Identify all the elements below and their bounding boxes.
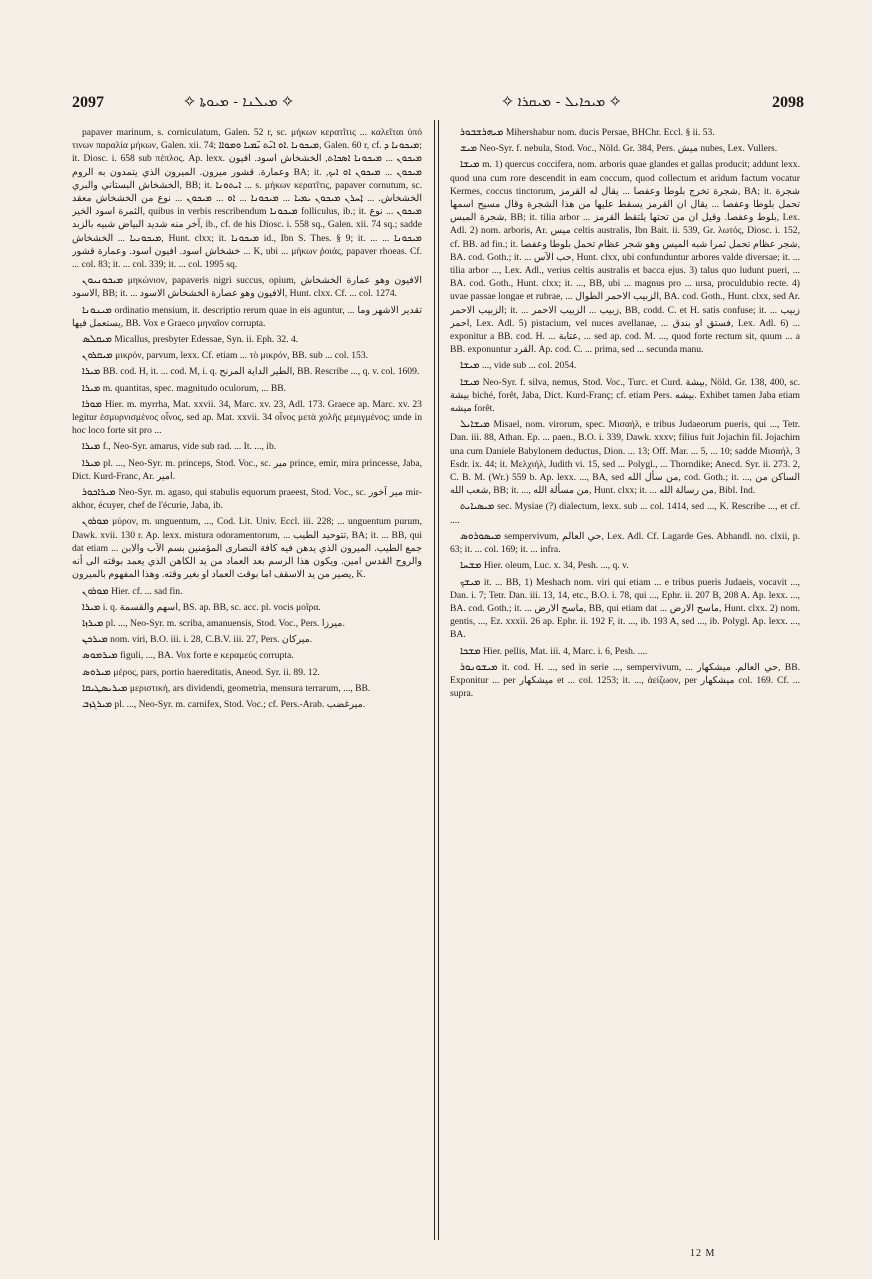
entry-lemma: ܡܫܚܐ	[460, 560, 482, 572]
entry-text: it. cod. H. ..., sed in serie ..., sempervivum, ... حي العالم. ميشكهار, BB. Exponitur ... per ميشكهار et ... col. 1253; it. ..., ἀείζωον, per ميشكهار col. 169. Cf. ... supra.	[450, 661, 800, 700]
running-head	[72, 94, 804, 118]
headword-range-left: ✧ ܡܝܠܢܐ - ܡܝܘܬܐ ✧	[184, 94, 294, 110]
dictionary-entry	[72, 365, 422, 378]
dictionary-entry	[72, 649, 422, 662]
entry-text: Hier. pellis, Mat. iii. 4, Marc. i. 6, Pesh. ....	[483, 645, 648, 657]
dictionary-entry	[450, 418, 800, 497]
dictionary-entry	[450, 530, 800, 556]
dictionary-entry	[450, 359, 800, 372]
entry-lemma: ܡܝܩܠܣ	[82, 334, 112, 346]
entry-text: Neo-Syr. f. silva, nemus, Stod. Voc., Turc. et Curd. بيشة, Nöld. Gr. 138, 400, sc. بيشة biché, forêt, Jaba, Dict. Kurd-Franç; cf. etiam Pers. بيشه. Exhibet tamen Jaba etiam ميشه forêt.	[450, 376, 800, 415]
dictionary-entry	[450, 126, 800, 139]
entry-text: μηκώνιον, papaveris nigri succus, opium, الافيون وهو عمارة الخشخاش الاسود, BB; it. ... الافيون وهو عصارة الخشخاش الاسود, Hunt. clxx. Cf. ... col. 1274.	[72, 275, 422, 300]
entry-lemma: ܡܝܪܝܣܛܝܩܐ	[82, 682, 128, 694]
entry-lemma: ܡܝܫܐ	[460, 376, 480, 388]
entry-text: pl. ..., Neo-Syr. m. princeps, Stod. Voc., sc. مير prince, emir, mira princesse, Jaba, Dict. Kurd-Franc, Ar. امير.	[72, 457, 422, 482]
entry-text: pl. ..., Neo-Syr. m. carnifex, Stod. Voc.; cf. Pers.-Arab. ميرغضب.	[114, 698, 366, 710]
dictionary-entry	[72, 274, 422, 300]
entry-lemma: ܡܝܪܡܘܣ	[82, 650, 118, 662]
dictionary-entry	[450, 559, 800, 572]
entry-lemma: ܡܝܢܘܢܐ	[82, 304, 112, 316]
entry-lemma: ܡܝܫܐ	[460, 360, 480, 372]
entry-lemma: ܡܝܣܘܪܘܣ	[460, 530, 502, 542]
entry-text: Neo-Syr. f. nebula, Stod. Voc., Nöld. Gr. 384, Pers. ميش nubes, Lex. Vullers.	[479, 143, 778, 155]
entry-text: i. q. اسهم والقسمة, BS. ap. BB, sc. acc. pl. vocis μοῖρα.	[102, 601, 321, 613]
entry-text: Hier. m. myrrha, Mat. xxvii. 34, Marc. xv. 23, Adl. 173. Graece ap. Marc. xv. 23 legitur ἐσμυρνισμένος οἶνος, sed ap. Mat. xxvii. 34 οἶνος μετὰ χολῆς μεμιγμένος; unde in hoc loco forte sit pro ...	[72, 398, 422, 437]
dictionary-entry	[450, 500, 800, 526]
entry-lemma: ܡܝܫܟ	[460, 576, 481, 588]
entry-text: Hier. cf. ... sad fin.	[111, 585, 183, 597]
headword-range-right: ✧ ܡܝܟܐܝܠ - ܡܝܩܪܐ ✧	[502, 94, 621, 110]
entry-text: f., Neo-Syr. amarus, vide sub rad. ... It. ..., ib.	[102, 441, 277, 453]
entry-lemma: ܡܝܪܟܢ	[82, 634, 108, 646]
entry-text: nom. viri, B.O. iii. i. 28, C.B.V. iii. 27, Pers. ميركان.	[110, 634, 313, 646]
entry-lemma: ܡܝܪܐܟܘܪ	[82, 487, 116, 499]
dictionary-entry	[72, 601, 422, 614]
entry-lemma: ܡܝܪܐ	[82, 601, 101, 613]
entry-lemma: ܡܝܟܘܢܝܘܢ	[82, 275, 124, 287]
dictionary-entry	[450, 142, 800, 155]
entry-text: μύρον, m. unguentum, ..., Cod. Lit. Univ. Eccl. iii. 228; ... unguentum purum, Dawk. xvii. 130 r. Ap. lexx. mistura odoramentorum, ... تتوحيد الطيب, BA; it. ... BB, qui dat etiam ... جمع الطيب. الميرون الذي يدهن فيه كافة النصارى المؤمنين بسم الآب والابن والروح القدس امين. ويكون هذا الرسم بعد العماد من يد الكاهن الذي يعمد بوقته الى أنه يصير من يد الاسقف اما بوقت العماد او بغير وقته. وهذا المفهوم بالميرون, K.	[72, 516, 422, 581]
dictionary-entry	[72, 457, 422, 483]
column-divider	[434, 120, 439, 1240]
entry-lemma: ܡܝܫܘܢܘܪ	[460, 661, 498, 673]
entry-text: Hier. oleum, Luc. x. 34, Pesh. ..., q. v.	[483, 560, 629, 572]
entry-lemma: ܡܝܣܝܐܝܬ	[460, 501, 495, 513]
dictionary-entry	[72, 382, 422, 395]
entry-lemma: ܡܫܟܐ	[460, 645, 481, 657]
page-number-left: 2097	[72, 94, 104, 111]
entry-text: m. quantitas, spec. magnitudo oculorum, ... BB.	[102, 382, 287, 394]
entry-lemma: ܡܝܫܐ	[460, 159, 480, 171]
entry-lemma: ܡܝܪܓܙܒ	[82, 698, 113, 710]
right-column	[450, 126, 800, 1246]
entry-text: BB. cod. H, it. ... cod. M, i. q. الطير الداية المرنح, BB. Rescribe ..., q. v. col. 1609.	[102, 366, 420, 378]
dictionary-entry	[72, 633, 422, 646]
entry-lemma: ܡܝܫ	[460, 143, 478, 155]
entry-text: Micallus, presbyter Edessae, Syn. ii. Eph. 32. 4.	[114, 334, 299, 346]
entry-text: sempervivum, حي العالم, Lex. Adl. Cf. Lagarde Ges. Abhandl. no. clxii, p. 63; it. ... col. 169; it. ... infra.	[450, 530, 800, 556]
entry-lemma: ܡܝܗܪܫܒܘܪ	[460, 127, 504, 138]
entry-lemma: ܡܝܪܐ	[82, 457, 101, 469]
entry-lemma: ܡܘܪܘܢ	[82, 585, 109, 597]
dictionary-entry	[72, 585, 422, 598]
dictionary-entry	[450, 661, 800, 701]
dictionary-entry	[72, 349, 422, 362]
entry-lemma: ܡܘܪܘܢ	[82, 516, 109, 528]
dictionary-entry	[450, 576, 800, 642]
entry-lemma: ܡܝܪܐ	[82, 441, 101, 453]
dictionary-entry	[72, 333, 422, 346]
entry-text: sec. Mysiae (?) dialectum, lexx. sub ... col. 1414, sed ..., K. Rescribe ..., et cf. ....	[450, 501, 800, 526]
entry-text: m. 1) quercus coccifera, nom. arboris quae glandes et gallas producit; addunt lexx. quod una cum rore descendit in eam coccum, quod collectum et aridum factum vocatur Kermes, coccus tinctorum, شجرة تخرج بلوطا وعفصا ... يقال له القرمز, BA; it. شجرة تحمل بلوطا وعفصا ... يقال ان القرمز يسقط عليها من هذا الشجرة وقال مسيح اسمها شجرة الميس, BB; it. tilia arbor ... بلوط وعفصا. وقيل ان من تحتها يلتقط القرمز, Lex. Adl. 2) nom. arboris, Ar. ميس celtis australis, Ibn Bait. ii. 539, Gr. λωτός, Diosc. i. 152, cf. BB. ad fin.; it. شجر عظام تحمل ثمرا شبه الميس وهو شجر عظام تحمل بلوطا وعفصا, BA. cod. Goth.; it. ... حب الآس, Hunt. clxx, ubi confunduntur arbores valde diversae; it. ... tilia arbor ..., Lex. Adl., verius celtis australis et bacca ejus. 3) talus quo ludunt pueri, ... BA. cod. Goth., Hunt. clxx; it. ..., BB, ubi ... magnus pro ... ursa, proculdubio recte. 4) uvae passae longae et rubrae, ... الزبيب الاحمر الطوال, BA. cod. Goth., Hunt. clxx, sed Ar. الزبيب الاحمر; it. ... زبيب ... الزبيب الاحمر, BB, codd. C. et H. satis confuse; it. ... زبيب احمر, Lex. Adl. 5) pistacium, vel nuces avellanae, ... فستق او بندق, Lex. Adl. 6) ... exponitur a BB. cod. H. ... عتابة, ... sed ap. cod. M. ..., quod forte rectum sit, quum ... a BB. exponuntur القرد. Ap. cod. C. ... prima, sed ... secunda manu.	[450, 159, 800, 356]
left-column	[72, 126, 422, 1246]
entry-lemma: ܡܝܪܘܣ	[82, 666, 111, 678]
dictionary-entry	[450, 158, 800, 356]
entry-lemma: ܡܝܪܙܐ	[82, 617, 104, 629]
dictionary-entry	[72, 617, 422, 630]
dictionary-entry	[72, 698, 422, 711]
dictionary-entry	[72, 398, 422, 438]
entry-text: Misael, nom. virorum, spec. Μισαήλ, e tribus Judaeorum pueris, qui ..., Tetr. Dan. iii. 88, Athan. Ep. ... paen., B.O. i. 339, Dawk. xxxv; filius fuit Jojachin fil. Jojachim una cum Daniele Babylonem deductus, Dion. ... 13; Off. Mar. ... 5, ... 10; sadde Μισαήλ, 3 Esdr. ix. 44; it. Μελχιήλ, Judith vi. 15, sed ... Polygl., ... Thorndike; Anecd. Syr. ii. 273. 2, C. B. M. (Wr.) 559 b. Ap. lexx. ..., BA, sed من سأل الله, cod. Goth.; it. ..., الساكن من شعب الله, BB; it. ..., من مسألة الله, Hunt. clxx; it. ... من رسالة الله, Bibl. Ind.	[450, 419, 800, 497]
entry-text: μέρος, pars, portio haereditatis, Aneod. Syr. ii. 89. 12.	[113, 666, 320, 678]
entry-lemma: ܡܘܪܐ	[82, 398, 102, 410]
entry-text: it. ... BB, 1) Meshach nom. viri qui etiam ... e tribus pueris Judaeis, vocavit ..., Dan. i. 7; Tetr. Dan. iii. 13, 14, etc., B.O. i. 78, qui ..., Ephr. ii. 207 B, 208 A. Ap. lexx. ..., BA. cod. Goth.; it. ... ماسح الارض, BB, qui etiam dat ... ماسح الارض, Hunt. clxx. 2) nom. gentis, ..., Ez. xxxii. 26 ap. Ephr. ii. 192 F, it. ..., ib. 193 A, sed ..., ib. Polygl. Ap. lexx. ..., BA.	[450, 576, 800, 641]
page-number-right: 2098	[772, 94, 804, 111]
entry-lemma: ܡܝܪܐ	[82, 382, 101, 394]
entry-text: μικρόν, parvum, lexx. Cf. etiam ... τὸ μικρόν, BB. sub ... col. 153.	[115, 350, 369, 362]
entry-text: papaver marinum, s. corniculatum, Galen. 52 r, sc. μήκων κερατῖτις ... καλεῖται ὑπό τινων παραλία μήκων, Galen. xii. 74; ܡܝܟܘܢܐ .ܐܘ ܐܝ̈ܬ ܝ̈ܡܝܐ ܘܡܘܐܐ, Galen. 60 r, cf. ܡܝܟܘܢܐ ܕ; it. Diosc. i. 658 sub πέπλος. Ap. lexx. ܡܝܟܘܢ ... ܡܝܟܘܢܐ ܐܣܟܐܬ, الخشخاش اسود. افيون وعمارة. قشور ميرون. الميرون الذي يتمدون به الروم BA; it. ܡܝܟܘܢ ... ܡܝܟܘܢ ܐܘ ܐܝܟ, الخشخاش البستاني والبري, BB; it. ܐܝܬܘܢܐ ... s. μήκων κερατῖτις, papaver cornutum, sc. الخشخاش. ... ܐ̣ܚܪܢ ܡܝܟܘܢ ܝܡܝܐ ... ܡܝܟܘܢܐ ... ܐܘ ... ܡܝܟܘܢ ... نوع من الخشخاش معقد الثمرة اسود الخير, quibus in verbis rescribendum ܡܝܟܘܢܐ folliculus, ib.; it. ܡܝܟܘܢ ... نوع آخر منه شديد البياض شبيه بالزبد, ib., cf. de his Diosc. i. 558 sq., Galen. xii. 74 sq.; sadde ܡܝܟܘܢܝܐ ... الخشخاش, Hunt. clxx; it. ܡܝܟܘܢܐ id., Ibn S. Thes. § 9; it. ... ܡܝܟܘܢܐ ... خشخاش اسود. افيون اسود. وعمارة قشور ... K, ubi ... μήκων ῥοιάς, papaver rhoeas. Cf. ... col. 83; it. ... col. 339; it. ... col. 1995 sq.	[72, 127, 422, 271]
entry-text: pl. ..., Neo-Syr. m. scriba, amanuensis, Stod. Voc., Pers. ميرزا.	[105, 617, 345, 629]
dictionary-entry	[72, 440, 422, 453]
dictionary-entry	[72, 126, 422, 271]
entry-lemma: ܡܝܩܪܘܢ	[82, 350, 113, 362]
entry-text: μεριστική, ars dividendi, geometria, mensura terrarum, ..., BB.	[129, 682, 371, 694]
dictionary-entry	[72, 515, 422, 581]
entry-text: ordinatio mensium, it. descriptio rerum quae in eis aguntur, ... تقدير الاشهر وما يستعمل فيها, BB. Vox e Graeco μηναῖον corrupta.	[72, 304, 422, 329]
signature-mark: 12 M	[690, 1248, 716, 1259]
entry-text: Neo-Syr. m. agaso, qui stabulis equorum praeest, Stod. Voc., sc. مير آخور mir-akhor, écuyer, chef de l'écurie, Jaba, ib.	[72, 487, 422, 512]
dictionary-entry	[72, 682, 422, 695]
entry-text: Mihershabur nom. ducis Persae, BHChr. Eccl. § ii. 53.	[505, 127, 715, 138]
entry-text: ..., vide sub ... col. 2054.	[481, 360, 577, 372]
dictionary-entry	[450, 645, 800, 658]
dictionary-entry	[72, 486, 422, 512]
dictionary-entry	[72, 666, 422, 679]
entry-text: figuli, ..., BA. Vox forte e κεραμεύς corrupta.	[120, 650, 294, 662]
entry-lemma: ܡܝܫܐܝܠ	[460, 419, 490, 431]
entry-lemma: ܡܝܪܐ	[82, 366, 101, 378]
dictionary-entry	[72, 304, 422, 330]
dictionary-entry	[450, 376, 800, 416]
